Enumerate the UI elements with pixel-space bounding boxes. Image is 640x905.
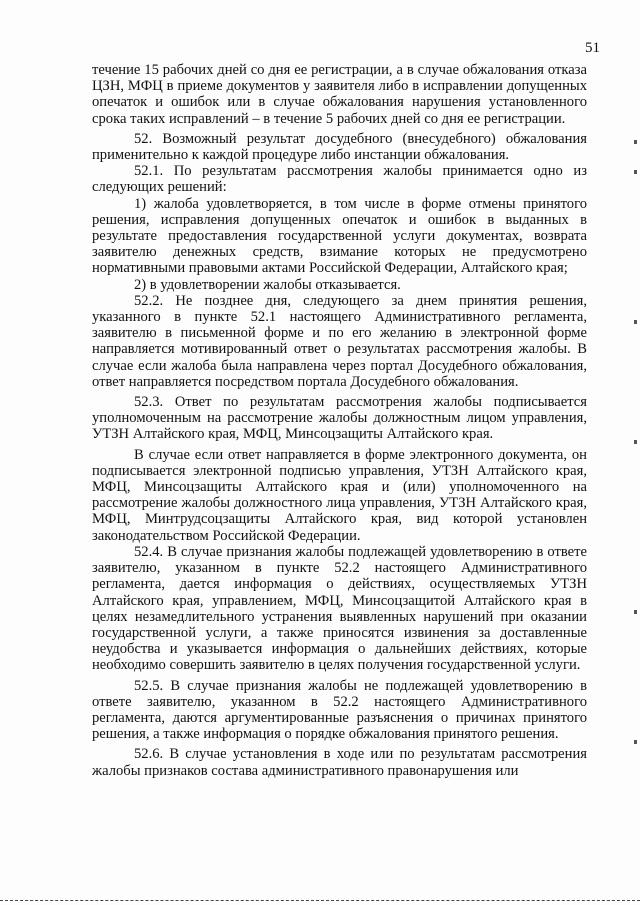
- paragraph-52-1-item-2: 2) в удовлетворении жалобы отказывается.: [134, 276, 401, 293]
- scan-edge-marks: [634, 140, 638, 780]
- paragraph-52-1: 52.1. По результатам рассмотрения жалобы принимается одно из следующих решений:: [92, 163, 587, 196]
- scan-mark: [634, 320, 637, 324]
- paragraph-52-3-electronic: В случае если ответ направляется в форме электронного документа, он подписывается электронной подписью управления, УТЗН Алтайского края, МФЦ, Минсоцзащиты Алтайского края и (или) уполномоченного на рассмотрение жалобы должностного лица управления, УТЗН Алтайского края, МФЦ, Минтрудсоцзащиты Алтайского края, вид которой установлен законодательством Российской Федерации.: [92, 446, 587, 544]
- scan-mark: [634, 610, 637, 614]
- document-body: [92, 62, 587, 779]
- paragraph-52-6: 52.6. В случае установления в ходе или по результатам рассмотрения жалобы признаков состава административного правонарушения или: [92, 746, 587, 779]
- page-number: 51: [585, 40, 600, 56]
- paragraph-52-1-item-1: 1) жалоба удовлетворяется, в том числе в форме отмены принятого решения, исправления допущенных опечаток и ошибок в выданных в результате предоставления государственной услуги документах, возврата заявителю денежных средств, взимание которых не предусмотрено нормативными правовыми актами Российской Федерации, Алтайского края;: [92, 195, 587, 277]
- scan-mark: [634, 140, 637, 144]
- scan-mark: [634, 440, 637, 444]
- paragraph-52-5: 52.5. В случае признания жалобы не подлежащей удовлетворению в ответе заявителю, указанном в 52.2 настоящего Административного регламента, даются аргументированные разъяснения о причинах принятого решения, а также информация о порядке обжалования принятого решения.: [92, 677, 587, 743]
- paragraph-52: 52. Возможный результат досудебного (внесудебного) обжалования применительно к каждой процедуре либо инстанции обжалования.: [92, 130, 587, 164]
- paragraph-continuation: течение 15 рабочих дней со дня ее регистрации, а в случае обжалования отказа ЦЗН, МФЦ в приеме документов у заявителя либо в исправлении допущенных опечаток и ошибок или в случае обжалования нарушения установленного срока таких исправлений – в течение 5 рабочих дней со дня ее регистрации.: [92, 62, 587, 127]
- scan-mark: [634, 740, 637, 744]
- scan-mark: [634, 170, 637, 174]
- paragraph-52-3: 52.3. Ответ по результатам рассмотрения жалобы подписывается уполномоченным на рассмотрение жалобы должностным лицом управления, УТЗН Алтайского края, МФЦ, Минсоцзащиты Алтайского края.: [92, 394, 587, 443]
- scan-bottom-edge: [0, 900, 640, 901]
- paragraph-52-2: 52.2. Не позднее дня, следующего за днем принятия решения, указанного в пункте 52.1 настоящего Административного регламента, заявителю в письменной форме и по его желанию в электронной форме направляется мотивированный ответ о результатах рассмотрения жалобы. В случае если жалоба была направлена через портал Досудебного обжалования, ответ направляется посредством портала Досудебного обжалования.: [92, 292, 587, 390]
- paragraph-52-4: 52.4. В случае признания жалобы подлежащей удовлетворению в ответе заявителю, указанном в пункте 52.2 настоящего Административного регламента, дается информация о действиях, осуществляемых УТЗН Алтайского края, управлением, МФЦ, Минсоцзащитой Алтайского края в целях незамедлительного устранения выявленных нарушений при оказании государственной услуги, а также приносятся извинения за доставленные неудобства и указывается информация о дальнейших действиях, которые необходимо совершить заявителю в целях получения государственной услуги.: [92, 543, 587, 674]
